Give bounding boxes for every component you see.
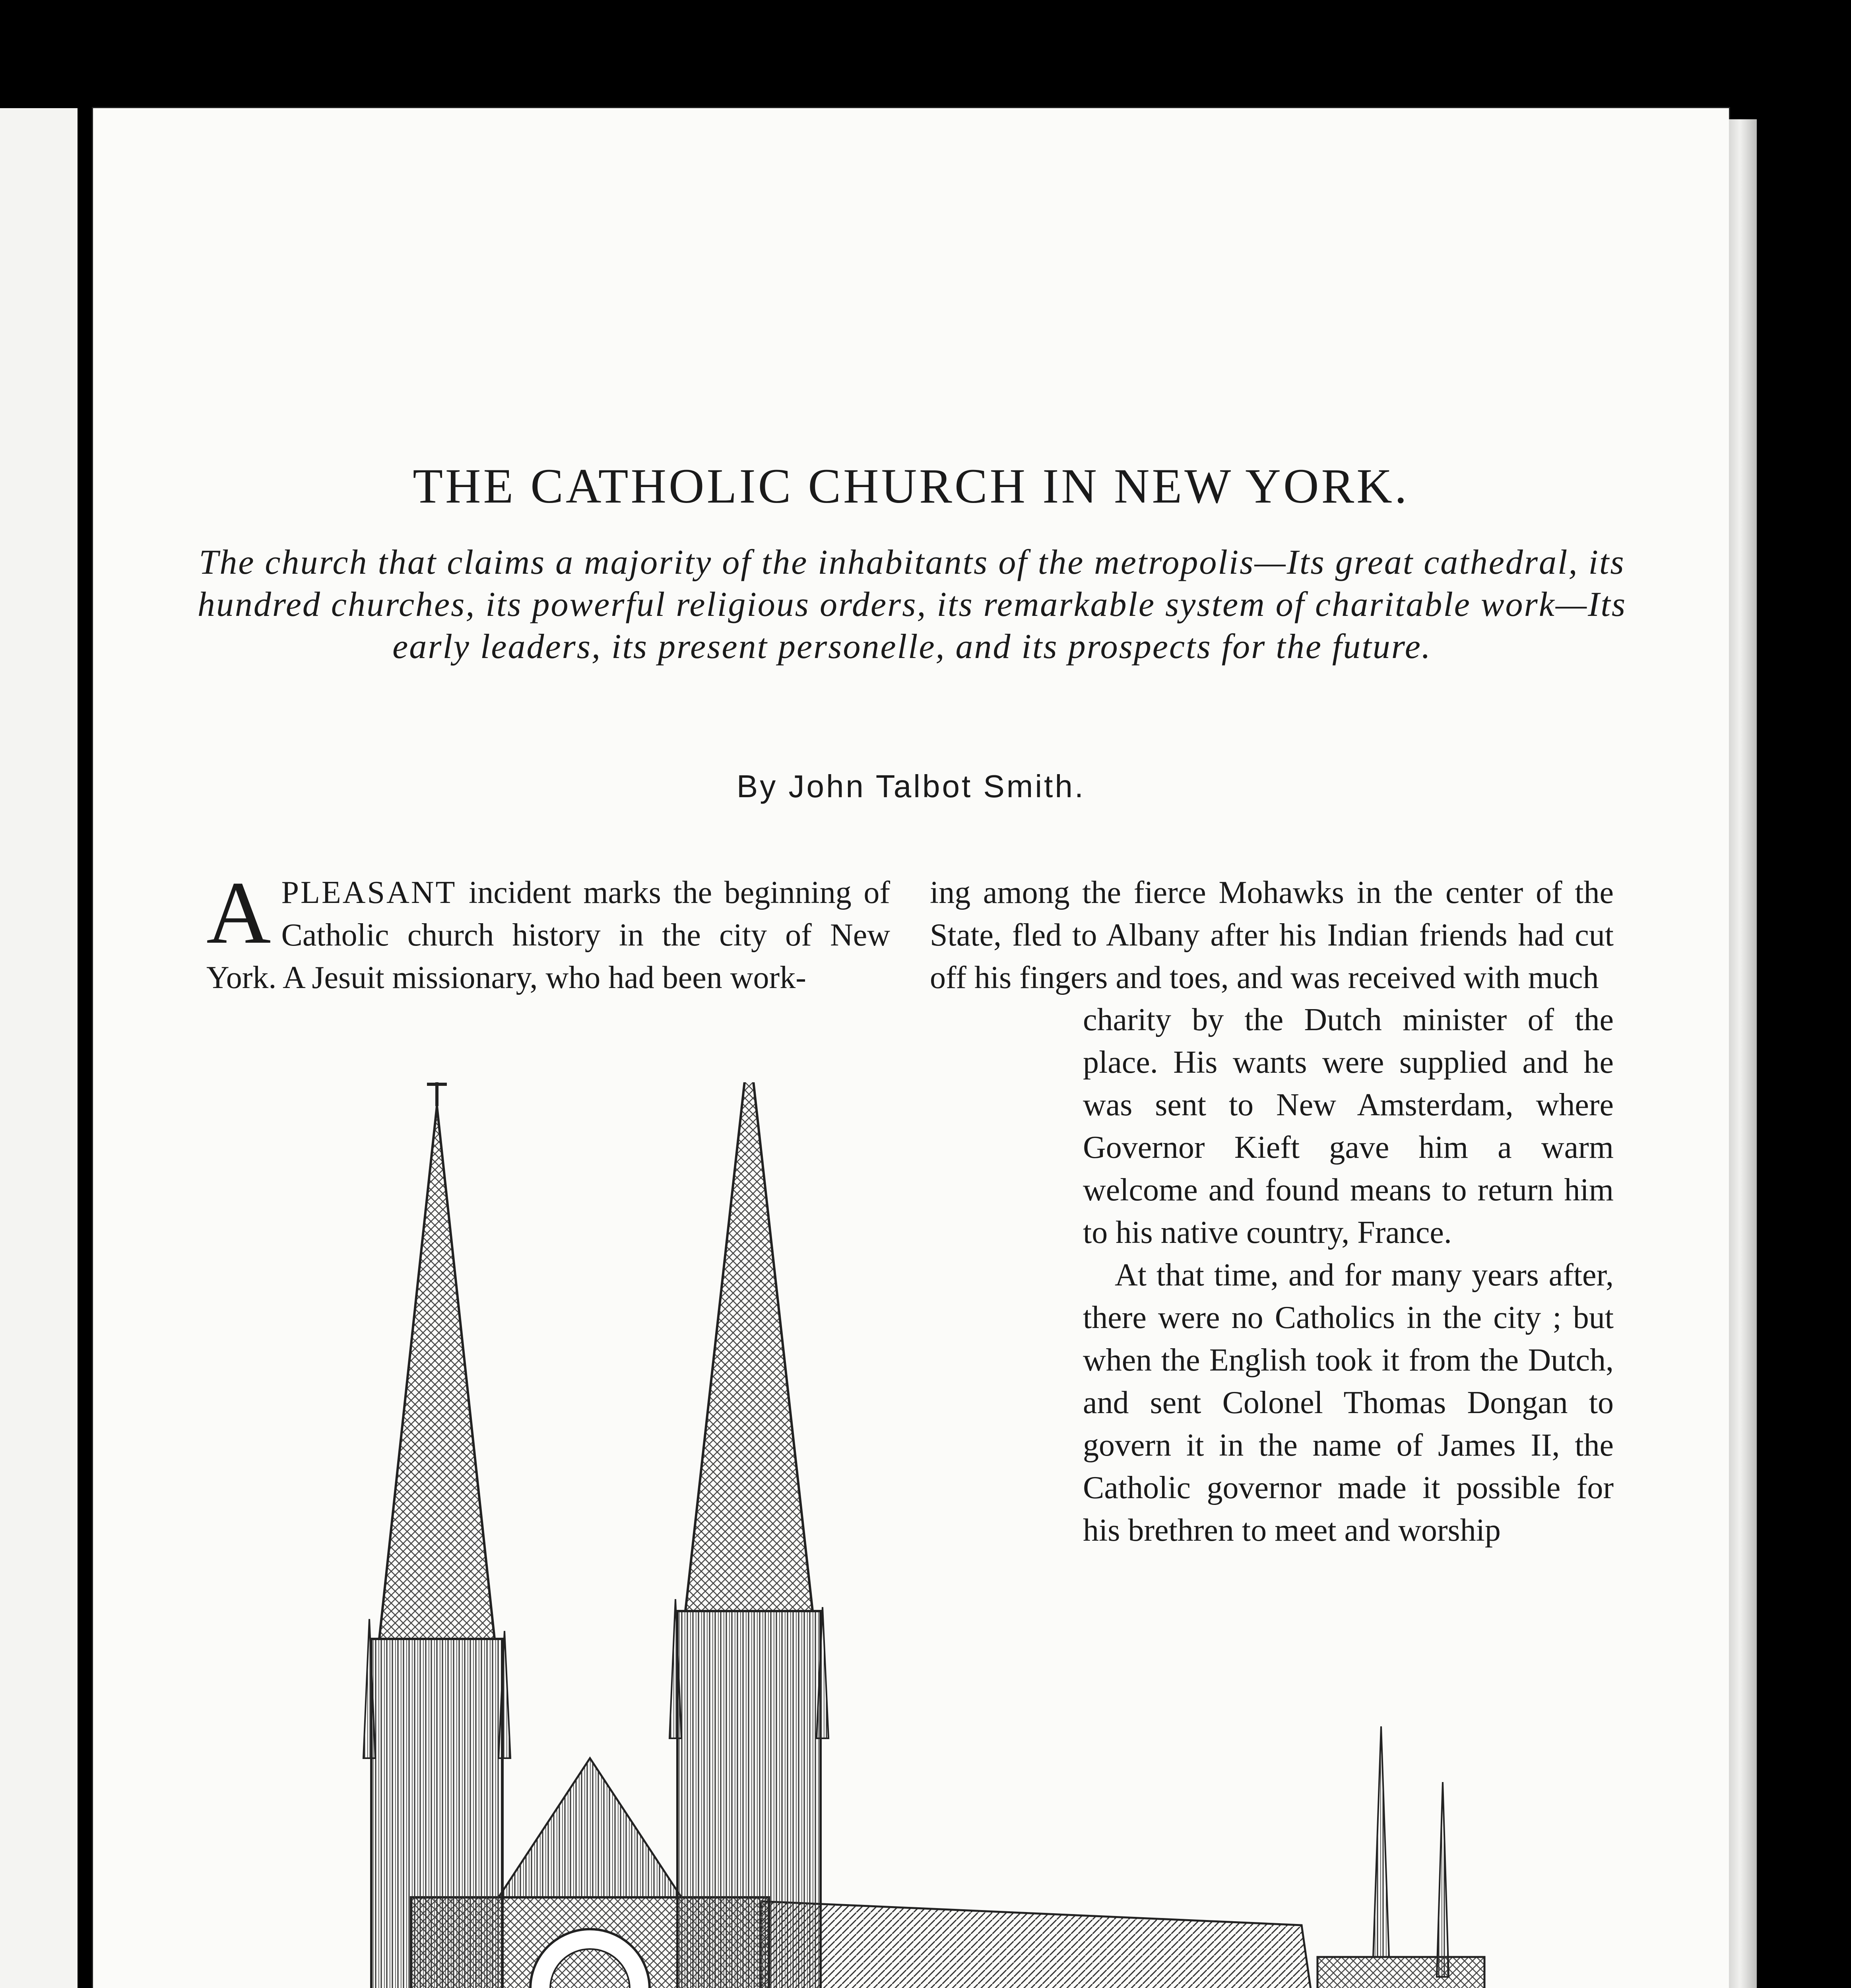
lead-paragraph-text: incident marks the beginning of Catholic church history in the city of New York. A Jesuit missionary, who had been work- — [206, 875, 890, 995]
article-subtitle: The church that claims a majority of the inhabitants of the metropolis—Its great cathedral, its hundred churches, its powerful religious orders, its remarkable system of charitable work—Its early leaders, its present personelle, and its prospects for the future. — [197, 543, 1627, 666]
article-title: THE CATHOLIC CHURCH IN NEW YORK. — [413, 459, 1409, 513]
byline: By John Talbot Smith. — [736, 769, 1086, 804]
magazine-page — [93, 108, 1729, 1988]
facing-page-edge — [0, 108, 78, 1988]
lead-in-caps: PLEASANT — [281, 875, 457, 910]
cathedral-illustration — [284, 1082, 1636, 1988]
drop-cap: A — [206, 863, 271, 962]
continued-text: ing among the fierce Mohawks in the center of the State, fled to Albany after his Indian friends had cut off his fingers and toes, and was received with much — [930, 875, 1614, 995]
column-left — [206, 863, 890, 999]
page-edge — [1729, 119, 1757, 1988]
paragraph-second: At that time, and for many years after, there were no Catholics in the city ; but when the English took it from the Dutch, and sent Colonel Thomas Dongan to govern it in the name of James II, the Catholic governor made it possible for his brethren to meet and worship — [1083, 1258, 1614, 1548]
paragraph-continuation: charity by the Dutch minister of the place. His wants were supplied and he was sent to New Amsterdam, where Governor Kieft gave him a warm welcome and found means to return him to his native country, France. — [1083, 1002, 1614, 1250]
lead-paragraph — [206, 863, 890, 999]
column-right-top — [930, 872, 1614, 999]
